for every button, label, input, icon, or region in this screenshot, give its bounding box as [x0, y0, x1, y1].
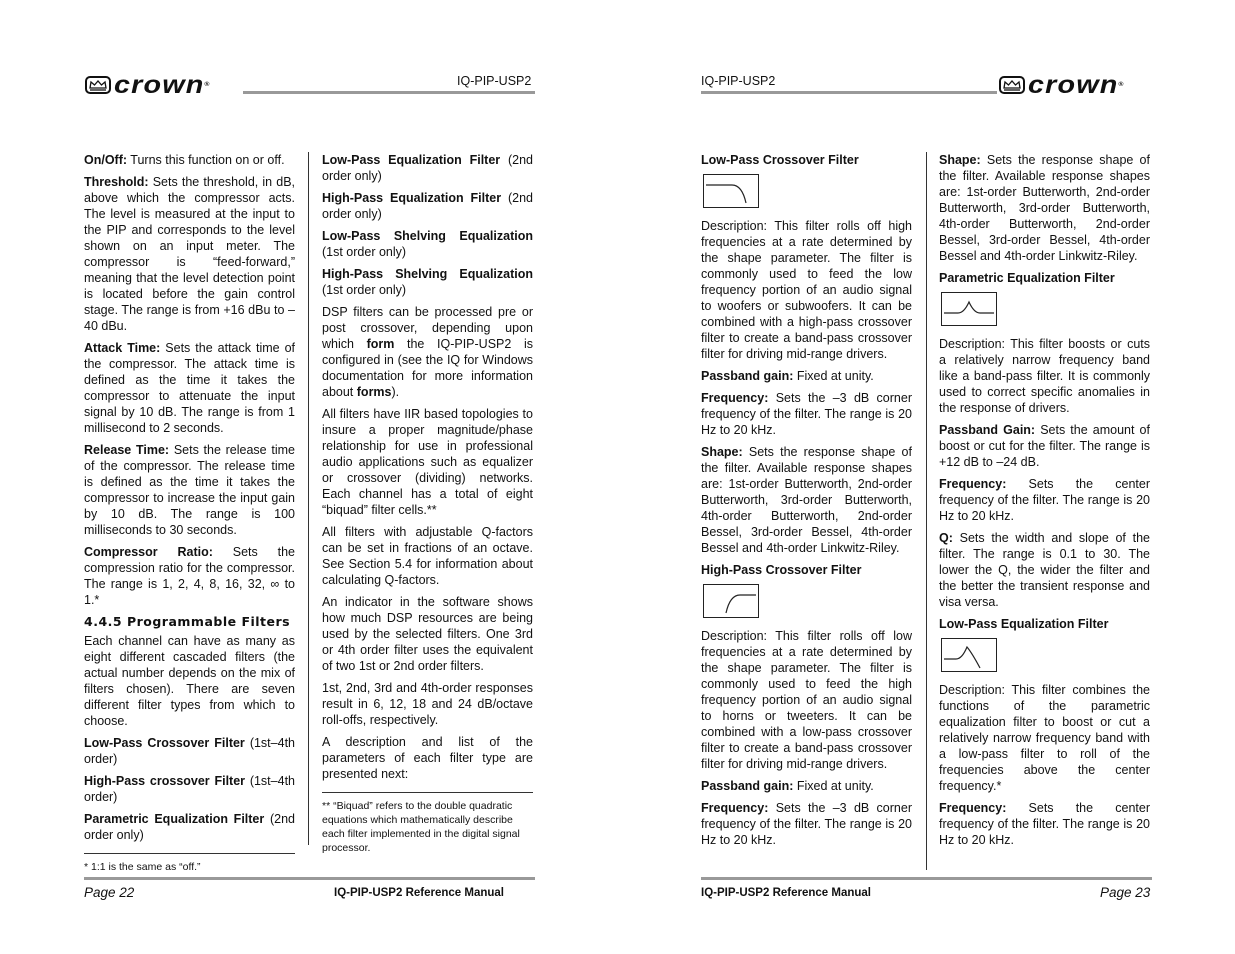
parametric-eq-title: Parametric Equalization Filter: [939, 271, 1115, 285]
footnote-ratio: * 1:1 is the same as “off.”: [84, 861, 201, 873]
hp-crossover-title: High-Pass Crossover Filter: [701, 563, 862, 577]
header-rule: [701, 91, 997, 94]
manual-title: IQ-PIP-USP2 Reference Manual: [334, 887, 504, 899]
column-divider: [308, 152, 309, 845]
onoff-paragraph: On/Off: Turns this function on or off.: [84, 153, 285, 167]
hp-eq-item: High-Pass Equalization Filter (2nd order only): [322, 191, 534, 221]
footer-rule: [701, 877, 1152, 880]
footnote-biquad: ** “Biquad” refers to the double quadratic equations which mathematically describe each filter implemented in the digital signal processor.: [322, 800, 520, 854]
lp-shape: Shape: Sets the response shape of the filter. Available response shapes are: 1st-order Butterworth, 2nd-order Butterworth, 3rd-order Butterworth, 4th-order Butterworth, 2nd-order Bessel, 3rd-order Bessel, 4th-order Bessel and 4th-order Linkwitz-Riley.: [701, 445, 912, 555]
parametric-eq-description: Description: This filter boosts or cuts a relatively narrow frequency band like a band-pass filter. It is commonly used to correct specific anomalies in the response of drivers.: [939, 337, 1150, 415]
dsp-paragraph: DSP filters can be processed pre or post crossover, depending upon which form the IQ-PIP-USP2 is configured in (see the IQ for Windows documentation for more information about forms).: [322, 305, 533, 399]
hp-shape: Shape: Sets the response shape of the filter. Available response shapes are: 1st-order Butterworth, 2nd-order Butterworth, 3rd-order Butterworth, 4th-order Butterworth, 2nd-order Bessel, 3rd-order Bessel, 4th-order Bessel and 4th-order Linkwitz-Riley.: [939, 153, 1150, 263]
header-rule: [243, 91, 535, 94]
lp-eq-description: Description: This filter combines the functions of the parametric equalization filter to boost or cut a relatively narrow frequency band with a low-pass filter to roll of the frequencies above the center frequency.*: [939, 683, 1150, 793]
hp-crossover-description: Description: This filter rolls off low frequencies at a rate determined by the shape parameter. The filter is commonly used to feed the high frequency portion of an audio signal to horns or tweeters. It can be combined with a low-pass crossover filter to create a band-pass crossover filter for driving mid-range drivers.: [701, 629, 912, 771]
lowpass-response-icon: [703, 174, 759, 208]
crown-logo: [999, 71, 1125, 99]
left-page: [0, 0, 617, 954]
parametric-eq-item: Parametric Equalization Filter (2nd order only): [84, 812, 295, 842]
lpeq-frequency: Frequency: Sets the center frequency of the filter. The range is 20 Hz to 20 kHz.: [939, 801, 1150, 847]
hp-passband-gain: Passband gain: Fixed at unity.: [701, 779, 874, 793]
crown-logo: [85, 71, 211, 99]
indicator-paragraph: An indicator in the software shows how much DSP resources are being used by the selected filters. One 3rd or 4th order filter uses the equivalent of two 1st or 2nd order filters.: [322, 595, 533, 673]
lp-shelf-item: Low-Pass Shelving Equalization (1st order only): [322, 229, 533, 259]
header-doc-code: IQ-PIP-USP2: [457, 74, 532, 88]
lp-crossover-title: Low-Pass Crossover Filter: [701, 153, 859, 167]
qfactor-paragraph: All filters with adjustable Q-factors can be set in fractions of an octave. See Section 5.4 for information about calculating Q-factors.: [322, 525, 533, 587]
page-number: Page 23: [1100, 885, 1151, 900]
crown-emblem-icon: [999, 76, 1025, 94]
peq-q: Q: Sets the width and slope of the filter. The range is 0.1 to 30. The lower the Q, the wider the filter and the better the transient response and visa versa.: [939, 531, 1150, 609]
manual-title: IQ-PIP-USP2 Reference Manual: [701, 887, 871, 899]
lp-eq-title: Low-Pass Equalization Filter: [939, 617, 1109, 631]
hp-shelf-item: High-Pass Shelving Equalization (1st order only): [322, 267, 533, 297]
column-divider: [926, 152, 927, 870]
attack-time-paragraph: Attack Time: Sets the attack time of the compressor. The attack time is defined as the time it takes the compressor to attenuate the input signal by 10 dB. The range is from 1 millisecond to 2 seconds.: [84, 341, 295, 435]
right-page: [617, 0, 1235, 954]
lp-crossover-description: Description: This filter rolls off high frequencies at a rate determined by the shape parameter. The filter is commonly used to feed the low frequency portion of an audio signal to woofers or subwoofers. It can be combined with a high-pass crossover filter to create a band-pass crossover filter for driving mid-range drivers.: [701, 219, 912, 361]
footnote-rule: [84, 853, 295, 854]
lp-frequency: Frequency: Sets the –3 dB corner frequency of the filter. The range is 20 Hz to 20 kHz.: [701, 391, 912, 437]
right-column-1: [701, 152, 912, 854]
section-intro: Each channel can have as many as eight different cascaded filters (the actual number depends on the mix of filters chosen). There are seven different filter types from which to choose.: [84, 634, 295, 728]
highpass-response-icon: [703, 584, 759, 618]
lowpass-eq-response-icon: [941, 638, 997, 672]
left-column-2: [322, 152, 533, 855]
header-doc-code: IQ-PIP-USP2: [701, 74, 776, 88]
peq-passband-gain: Passband Gain: Sets the amount of boost or cut for the filter. The range is +12 dB to –24 dB.: [939, 423, 1150, 469]
compressor-ratio-paragraph: Compressor Ratio: Sets the compression ratio for the compressor. The range is 1, 2, 4, 8, 16, 32, ∞ to 1.*: [84, 545, 295, 607]
crown-wordmark: crown®: [1028, 71, 1125, 99]
lp-crossover-item: Low-Pass Crossover Filter (1st–4th order): [84, 736, 295, 766]
footnote-rule: [322, 792, 533, 793]
rolloff-paragraph: 1st, 2nd, 3rd and 4th-order responses result in 6, 12, 18 and 24 dB/octave roll-offs, respectively.: [322, 681, 533, 727]
crown-emblem-icon: [85, 76, 111, 94]
page-number: Page 22: [84, 885, 135, 900]
peq-frequency: Frequency: Sets the center frequency of the filter. The range is 20 Hz to 20 kHz.: [939, 477, 1150, 523]
crown-wordmark: crown®: [114, 71, 211, 99]
lp-eq-item: Low-Pass Equalization Filter (2nd order only): [322, 153, 533, 183]
release-time-paragraph: Release Time: Sets the release time of the compressor. The release time is defined as the time it takes the compressor to increase the input gain by 10 dB. The range is 100 milliseconds to 30 seconds.: [84, 443, 295, 537]
iir-paragraph: All filters have IIR based topologies to insure a proper magnitude/phase relationship for use in professional audio applications such as equalizer or crossover (dividing) networks. Each channel has a total of eight “biquad” filter cells.**: [322, 407, 533, 517]
left-column-1: [84, 152, 295, 874]
description-paragraph: A description and list of the parameters of each filter type are presented next:: [322, 735, 533, 781]
lp-passband-gain: Passband gain: Fixed at unity.: [701, 369, 874, 383]
hp-frequency: Frequency: Sets the –3 dB corner frequency of the filter. The range is 20 Hz to 20 kHz.: [701, 801, 912, 847]
threshold-paragraph: Threshold: Sets the threshold, in dB, above which the compressor acts. The level is measured at the input to the PIP and corresponds to the level shown on an input meter. The compressor is “feed-forward,” meaning that the level detection point is located before the gain control stage. The range is from +16 dBu to –40 dBu.: [84, 175, 295, 333]
footer-rule: [84, 877, 535, 880]
hp-crossover-item: High-Pass crossover Filter (1st–4th order): [84, 774, 295, 804]
parametric-response-icon: [941, 292, 997, 326]
section-heading: 4.4.5 Programmable Filters: [84, 614, 291, 629]
right-column-2: [939, 152, 1150, 854]
